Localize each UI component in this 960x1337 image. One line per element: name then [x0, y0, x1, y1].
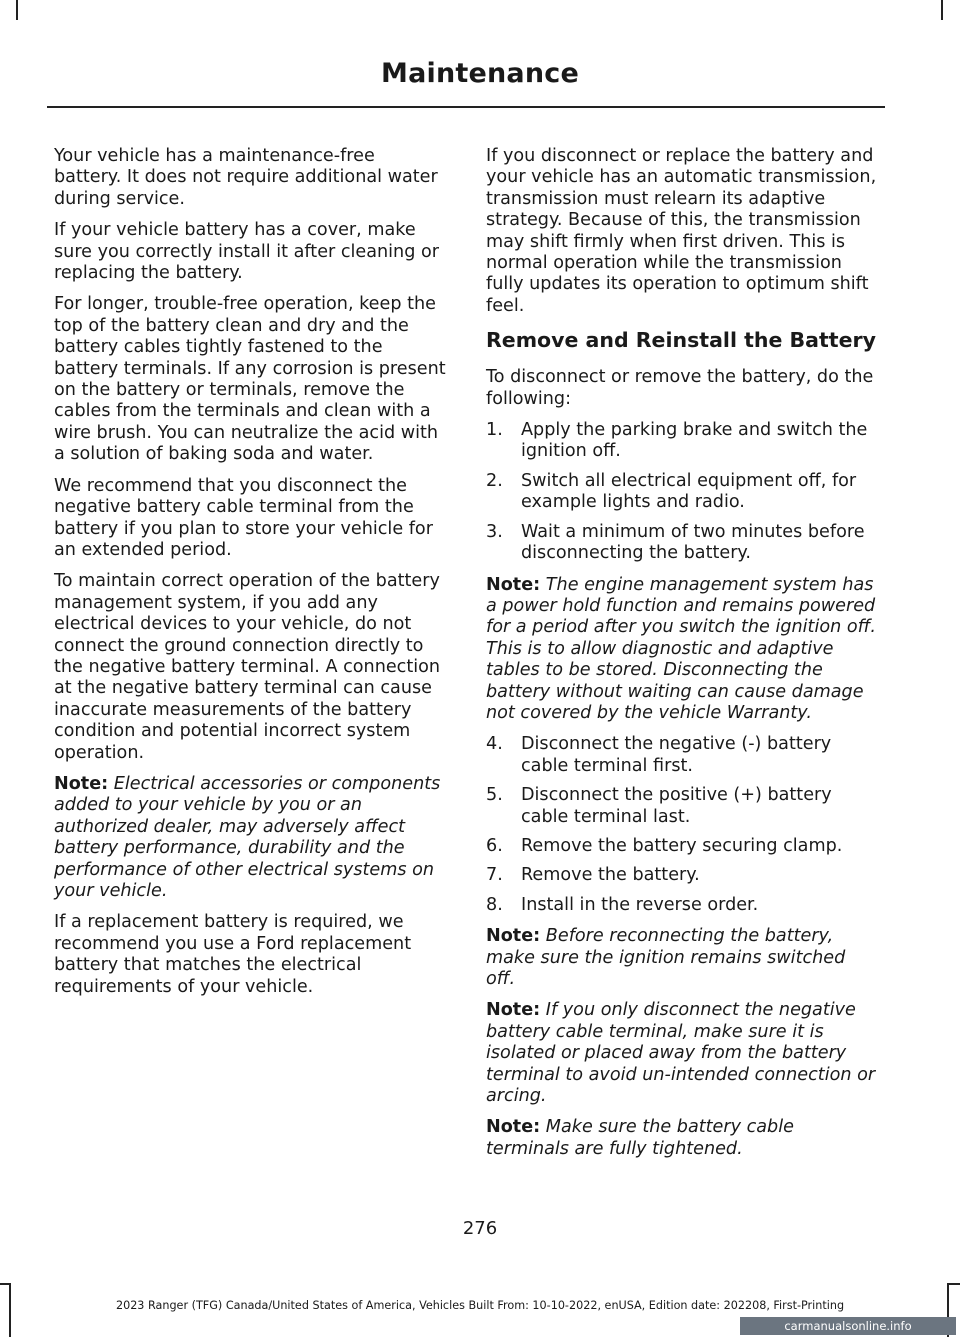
note-label: Note:	[486, 926, 541, 947]
step-number: 8.	[486, 894, 503, 915]
list-item	[486, 836, 878, 857]
steps-list	[486, 420, 878, 564]
step-text: Disconnect the negative (-) battery cable terminal first.	[521, 734, 832, 776]
step-number: 7.	[486, 865, 503, 886]
list-item	[486, 865, 878, 886]
note-label: Note:	[486, 1117, 541, 1138]
note-label: Note:	[54, 773, 109, 794]
page-title: Maintenance	[381, 58, 579, 89]
crop-mark-top-right	[941, 0, 943, 20]
paragraph: For longer, trouble-free operation, keep the top of the battery clean and dry and the battery cables tightly fastened to the battery terminals. If any corrosion is present on the battery or terminals, remove the cables from the terminals and clean with a wire brush. You can neutralize the acid with a solution of baking soda and water.	[54, 294, 446, 465]
paragraph: Your vehicle has a maintenance-free battery. It does not require additional water during service.	[54, 146, 438, 209]
section-heading: Remove and Reinstall the Battery	[486, 328, 876, 353]
list-item	[486, 785, 878, 828]
step-number: 4.	[486, 734, 503, 755]
list-item	[486, 734, 878, 777]
note	[486, 1117, 878, 1160]
note-text: Make sure the battery cable terminals are fully tightened.	[486, 1117, 794, 1159]
step-text: Wait a minimum of two minutes before disconnecting the battery.	[521, 521, 865, 564]
step-text: Apply the parking brake and switch the ignition off.	[521, 420, 868, 462]
right-column	[486, 146, 878, 1170]
note	[486, 926, 878, 990]
note-label: Note:	[486, 1000, 541, 1021]
left-column	[54, 146, 446, 1008]
step-text: Disconnect the positive (+) battery cable terminal last.	[521, 785, 832, 827]
note-label: Note:	[486, 574, 541, 595]
step-text: Remove the battery securing clamp.	[521, 835, 843, 856]
paragraph: To disconnect or remove the battery, do the following:	[486, 367, 874, 409]
crop-mark-bottom-right-h	[947, 1283, 960, 1285]
step-text: Switch all electrical equipment off, for example lights and radio.	[521, 470, 857, 513]
list-item	[486, 471, 878, 514]
note	[54, 774, 446, 902]
paragraph: To maintain correct operation of the battery management system, if you add any electrical devices to your vehicle, do not connect the ground connection directly to the negative battery terminal. A connection at the negative battery terminal can cause inaccurate measurements of the battery condition and potential incorrect system operation.	[54, 571, 441, 763]
paragraph: We recommend that you disconnect the negative battery cable terminal from the battery if you plan to store your vehicle for an extended period.	[54, 475, 433, 560]
step-number: 1.	[486, 420, 503, 441]
list-item	[486, 522, 878, 565]
note-text: If you only disconnect the negative battery cable terminal, make sure it is isolated or placed away from the battery terminal to avoid un-intended connection or arcing.	[486, 1000, 876, 1107]
step-number: 6.	[486, 835, 503, 856]
steps-list	[486, 734, 878, 916]
note-text: Electrical accessories or components added to your vehicle by you or an authorized dealer, may adversely affect battery performance, durability and the performance of other electrical systems on your vehicle.	[54, 773, 441, 901]
footer-text: 2023 Ranger (TFG) Canada/United States of America, Vehicles Built From: 10-10-2022, enUSA, Edition date: 202208, First-Printing	[115, 1299, 845, 1312]
paragraph: If a replacement battery is required, we recommend you use a Ford replacement battery that matches the electrical requirements of your vehicle.	[54, 912, 412, 997]
watermark: carmanualsonline.info	[740, 1317, 956, 1335]
header-divider	[47, 106, 885, 108]
list-item	[486, 895, 878, 916]
note	[486, 1000, 878, 1107]
paragraph: If you disconnect or replace the battery and your vehicle has an automatic transmission, transmission must relearn its adaptive strategy. Because of this, the transmission may shift firmly when first driven. This is normal operation while the transmission fully updates its operation to optimum shift feel.	[486, 146, 877, 316]
crop-mark-top-left	[16, 0, 18, 20]
crop-mark-bottom-left-h	[0, 1283, 11, 1285]
page-number: 276	[462, 1218, 498, 1239]
note-text: The engine management system has a power hold function and remains powered for a period after you switch the ignition off. This is to allow diagnostic and adaptive tables to be stored. Disconnecting the battery without waiting can cause damage not covered by the vehicle Warranty.	[486, 574, 876, 723]
step-number: 5.	[486, 785, 503, 806]
note	[486, 575, 878, 725]
step-number: 2.	[486, 470, 503, 491]
step-number: 3.	[486, 521, 503, 542]
paragraph: If your vehicle battery has a cover, make sure you correctly install it after cleaning or replacing the battery.	[54, 220, 439, 284]
step-text: Remove the battery.	[521, 865, 700, 886]
list-item	[486, 420, 878, 463]
step-text: Install in the reverse order.	[521, 894, 759, 915]
note-text: Before reconnecting the battery, make sure the ignition remains switched off.	[486, 926, 846, 989]
